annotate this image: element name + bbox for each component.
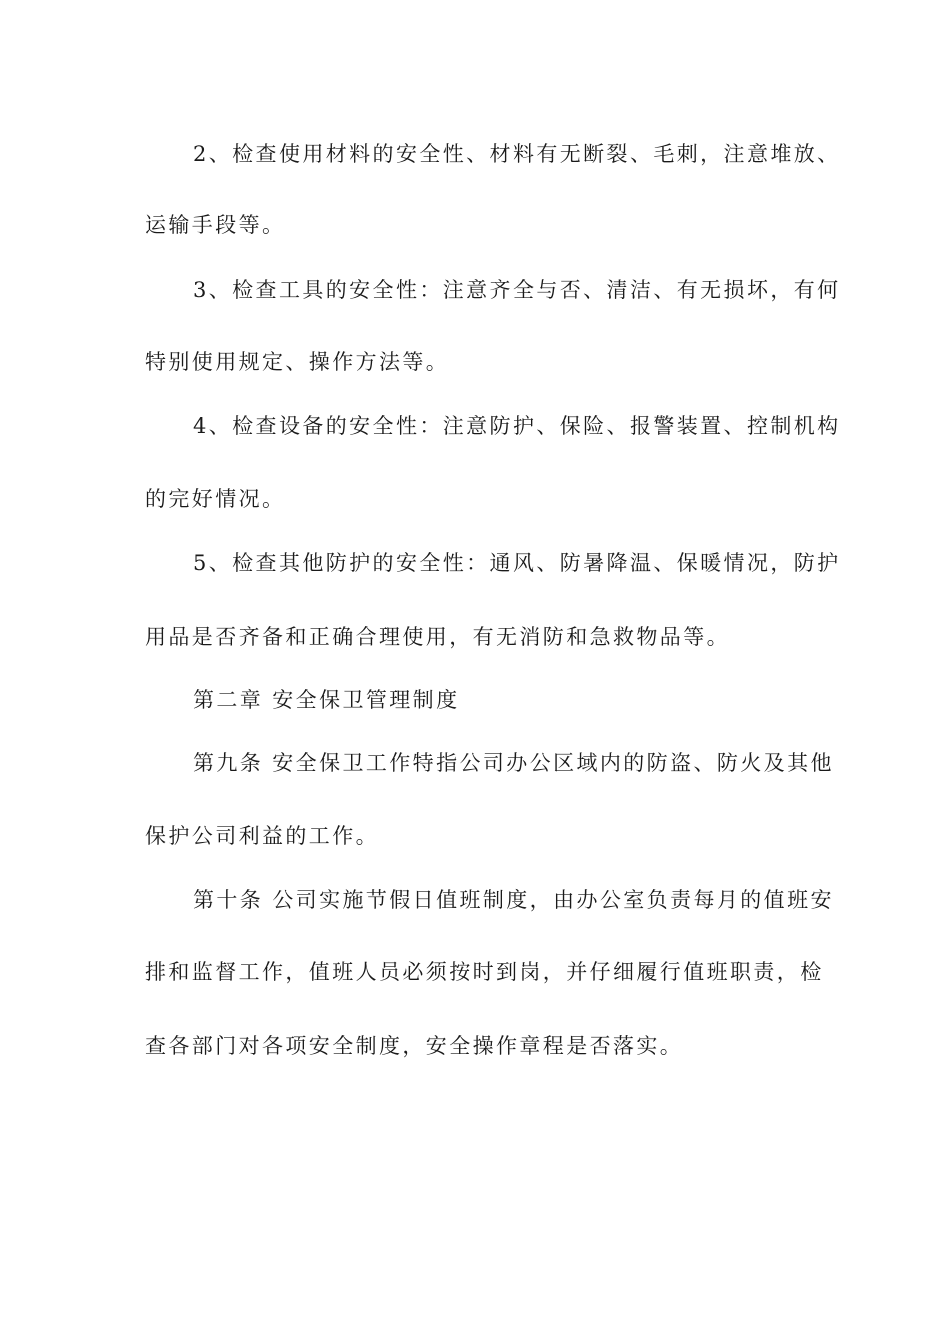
paragraph-2-line-2: 特别使用规定、操作方法等。: [145, 350, 450, 374]
paragraph-1-line-1: 2、检查使用材料的安全性、材料有无断裂、毛刺，注意堆放、: [193, 142, 841, 166]
article-10-line-3: 查各部门对各项安全制度，安全操作章程是否落实。: [145, 1034, 684, 1058]
chapter-heading: 第二章 安全保卫管理制度: [193, 688, 460, 712]
paragraph-4-line-1: 5、检查其他防护的安全性：通风、防暑降温、保暖情况，防护: [193, 551, 841, 575]
paragraph-2-line-1: 3、检查工具的安全性：注意齐全与否、清洁、有无损坏，有何: [193, 278, 841, 302]
paragraph-3-line-1: 4、检查设备的安全性：注意防护、保险、报警装置、控制机构: [193, 414, 841, 438]
paragraph-1-line-2: 运输手段等。: [145, 213, 286, 237]
paragraph-4-line-2: 用品是否齐备和正确合理使用，有无消防和急救物品等。: [145, 625, 730, 649]
article-9-line-2: 保护公司利益的工作。: [145, 824, 379, 848]
article-9-line-1: 第九条 安全保卫工作特指公司办公区域内的防盗、防火及其他: [193, 751, 834, 775]
article-10-line-1: 第十条 公司实施节假日值班制度，由办公室负责每月的值班安: [193, 888, 834, 912]
article-10-line-2: 排和监督工作，值班人员必须按时到岗，并仔细履行值班职责，检: [145, 960, 824, 984]
paragraph-3-line-2: 的完好情况。: [145, 487, 286, 511]
